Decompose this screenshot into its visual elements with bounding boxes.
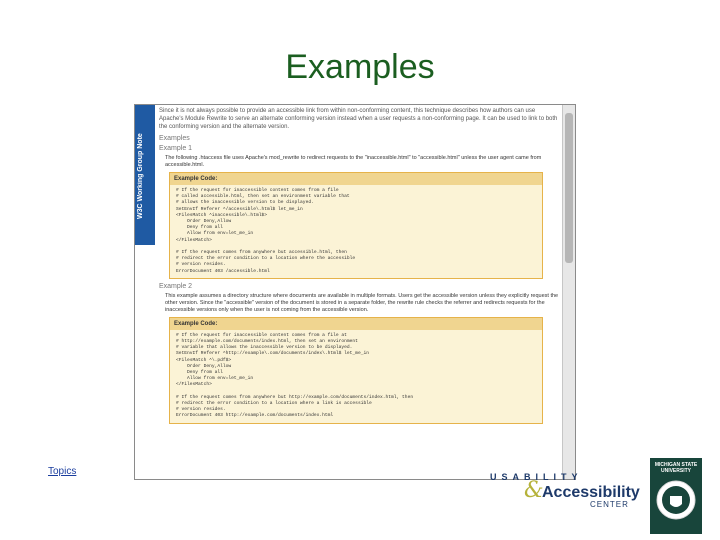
scrollbar-thumb[interactable] [565, 113, 573, 263]
example1-code: # If the request for inaccessible content comes from a file # called accessible.html, then set an environment variable that # allows the inaccessible version to be displayed. SetEnvIf Referer ^/accessible\.html$ let_me_in <FilesMatch ^inaccessible\.html$> Order Deny,Allow Deny from all Allow from env=let_me_in </FilesMatch> # If the request comes from anywhere but accessible.html, then # redirect the error condition to a location where the accessible # version resides. ErrorDocument 403 /accessible.html [176, 188, 356, 274]
examples-heading: Examples [159, 135, 190, 142]
screenshot-frame [134, 104, 576, 480]
example1-description: The following .htaccess file uses Apache's mod_rewrite to redirect requests to the "inaccessible.html" to "accessible.html" unless the user agent came from accessible.html. [165, 155, 542, 168]
example2-code: # If the request for inaccessible content comes from a file at # http://example.com/documents/index.html, then set an environment # variable that allows the inaccessible version to be displayed. SetEnvIf Referer ^http://example\.com/documents/index\.html$ let_me_in <FilesMatch ^\.pdf$> Order Deny,Allow Deny from all Allow from env=let_me_in </FilesMatch> # If the request comes from anywhere but http://example.com/documents/index.html, then # redirect the error condition to a location where a link is accessible # version resides. ErrorDocument 403 http://example.com/documents/index.html [176, 332, 414, 419]
example1-heading: Example 1 [159, 145, 193, 152]
msu-shield-icon [650, 474, 702, 530]
logo-center-text: CENTER [590, 500, 629, 509]
example2-code-box [169, 317, 543, 424]
logo-accessibility-text: Accessibility [542, 484, 640, 501]
w3c-sidebar [135, 105, 155, 245]
example2-description: This example assumes a directory structure where documents are available in multiple formats. Users get the accessible version unless they explicitly request the other version. Since the "accessible" version of the document is stored in a separate folder, the rewrite rule checks the referrer and redirects requests for the inaccessible versions only when the user is not coming from the accessible version. [165, 292, 559, 313]
topics-link[interactable]: Topics [48, 466, 77, 477]
example2-code-label: Example Code: [170, 318, 542, 330]
msu-logo-text: MICHIGAN STATE UNIVERSITY [654, 462, 698, 474]
example1-code-box [169, 172, 543, 279]
msu-logo [650, 458, 702, 534]
vertical-scrollbar[interactable] [562, 105, 575, 479]
intro-paragraph: Since it is not always possible to provide an accessible link from within non-conforming content, this technique describes how authors can use Apache's Module Rewrite to serve an alternate conforming version instead when a user requests a non-conforming page. It can be used to link to both the conforming version and the alternate version. [159, 108, 558, 130]
document-content [159, 107, 559, 428]
slide-title: Examples [285, 48, 435, 86]
logo-usability-text: USABILITY [490, 472, 583, 482]
example2-heading: Example 2 [159, 282, 193, 290]
usability-accessibility-logo [490, 472, 640, 509]
example1-code-label: Example Code: [170, 173, 542, 185]
w3c-label: W3C Working Group Note [137, 133, 144, 219]
logo-ampersand: & [524, 478, 544, 503]
